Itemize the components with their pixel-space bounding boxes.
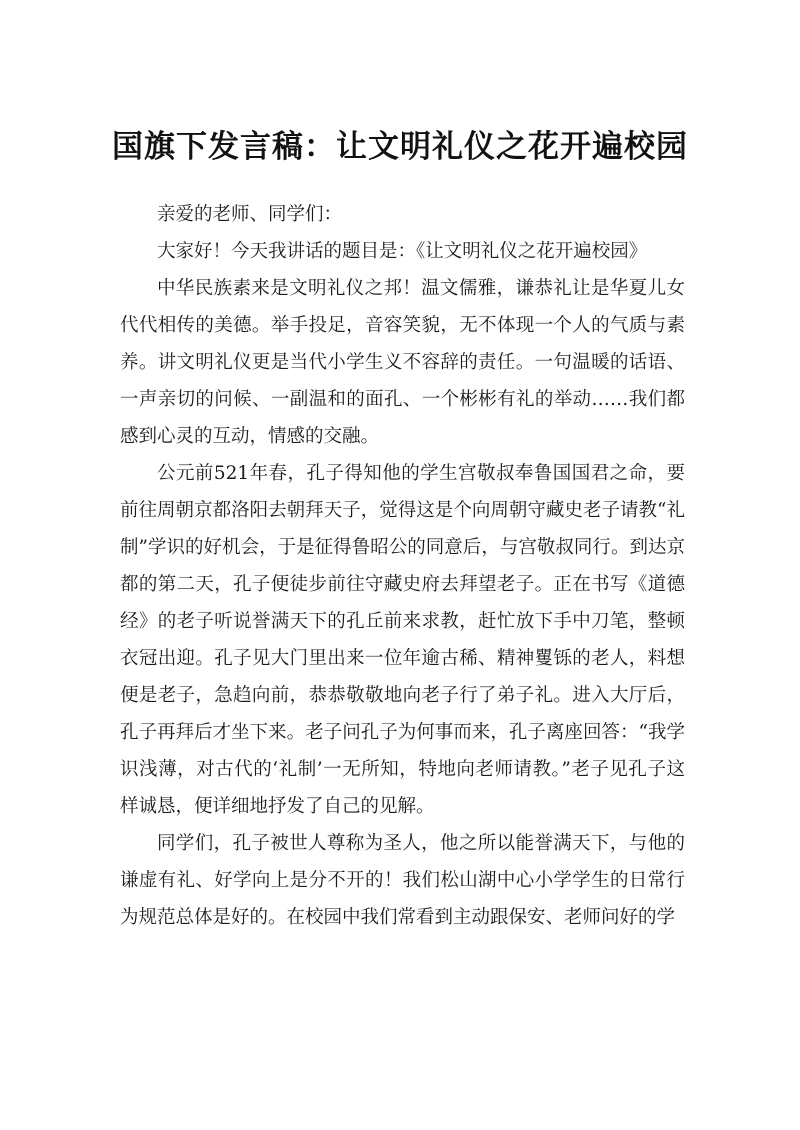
body-paragraph: 公元前521年春，孔子得知他的学生宫敬叔奉鲁国国君之命，要前往周朝京都洛阳去朝拜天子，觉得这是个向周朝守藏史老子请教“礼制”学识的好机会，于是征得鲁昭公的同意后，与宫敬叔同行。到达京都的第二天，孔子便徒步前往守藏史府去拜望老子。正在书写《道德经》的老子听说誉满天下的孔丘前来求教，赶忙放下手中刀笔，整顿衣冠出迎。孔子见大门里出来一位年逾古稀、精神矍铄的老人，料想便是老子，急趋向前，恭恭敬敬地向老子行了弟子礼。进入大厅后，孔子再拜后才坐下来。老子问孔子为何事而来，孔子离座回答：“我学识浅薄，对古代的‘礼制’一无所知，特地向老师请教。”老子见孔子这样诚恳，便详细地抒发了自己的见解。 (120, 463, 685, 817)
greeting-paragraph: 大家好！今天我讲话的题目是：《让文明礼仪之花开遍校园》 (157, 241, 648, 262)
document-body (120, 196, 685, 936)
salutation-paragraph: 亲爱的老师、同学们： (157, 204, 343, 225)
body-paragraph: 同学们，孔子被世人尊称为圣人，他之所以能誉满天下，与他的谦虚有礼、好学向上是分不开的！我们松山湖中心小学学生的日常行为规范总体是好的。在校园中我们常看到主动跟保安、老师问好的学 (120, 833, 685, 928)
page-title: 国旗下发言稿：让文明礼仪之花开遍校园 (112, 129, 688, 165)
body-paragraph: 中华民族素来是文明礼仪之邦！温文儒雅，谦恭礼让是华夏儿女代代相传的美德。举手投足，音容笑貌，无不体现一个人的气质与素养。讲文明礼仪更是当代小学生义不容辞的责任。一句温暖的话语、一声亲切的问候、一副温和的面孔、一个彬彬有礼的举动……我们都感到心灵的互动，情感的交融。 (120, 278, 685, 447)
